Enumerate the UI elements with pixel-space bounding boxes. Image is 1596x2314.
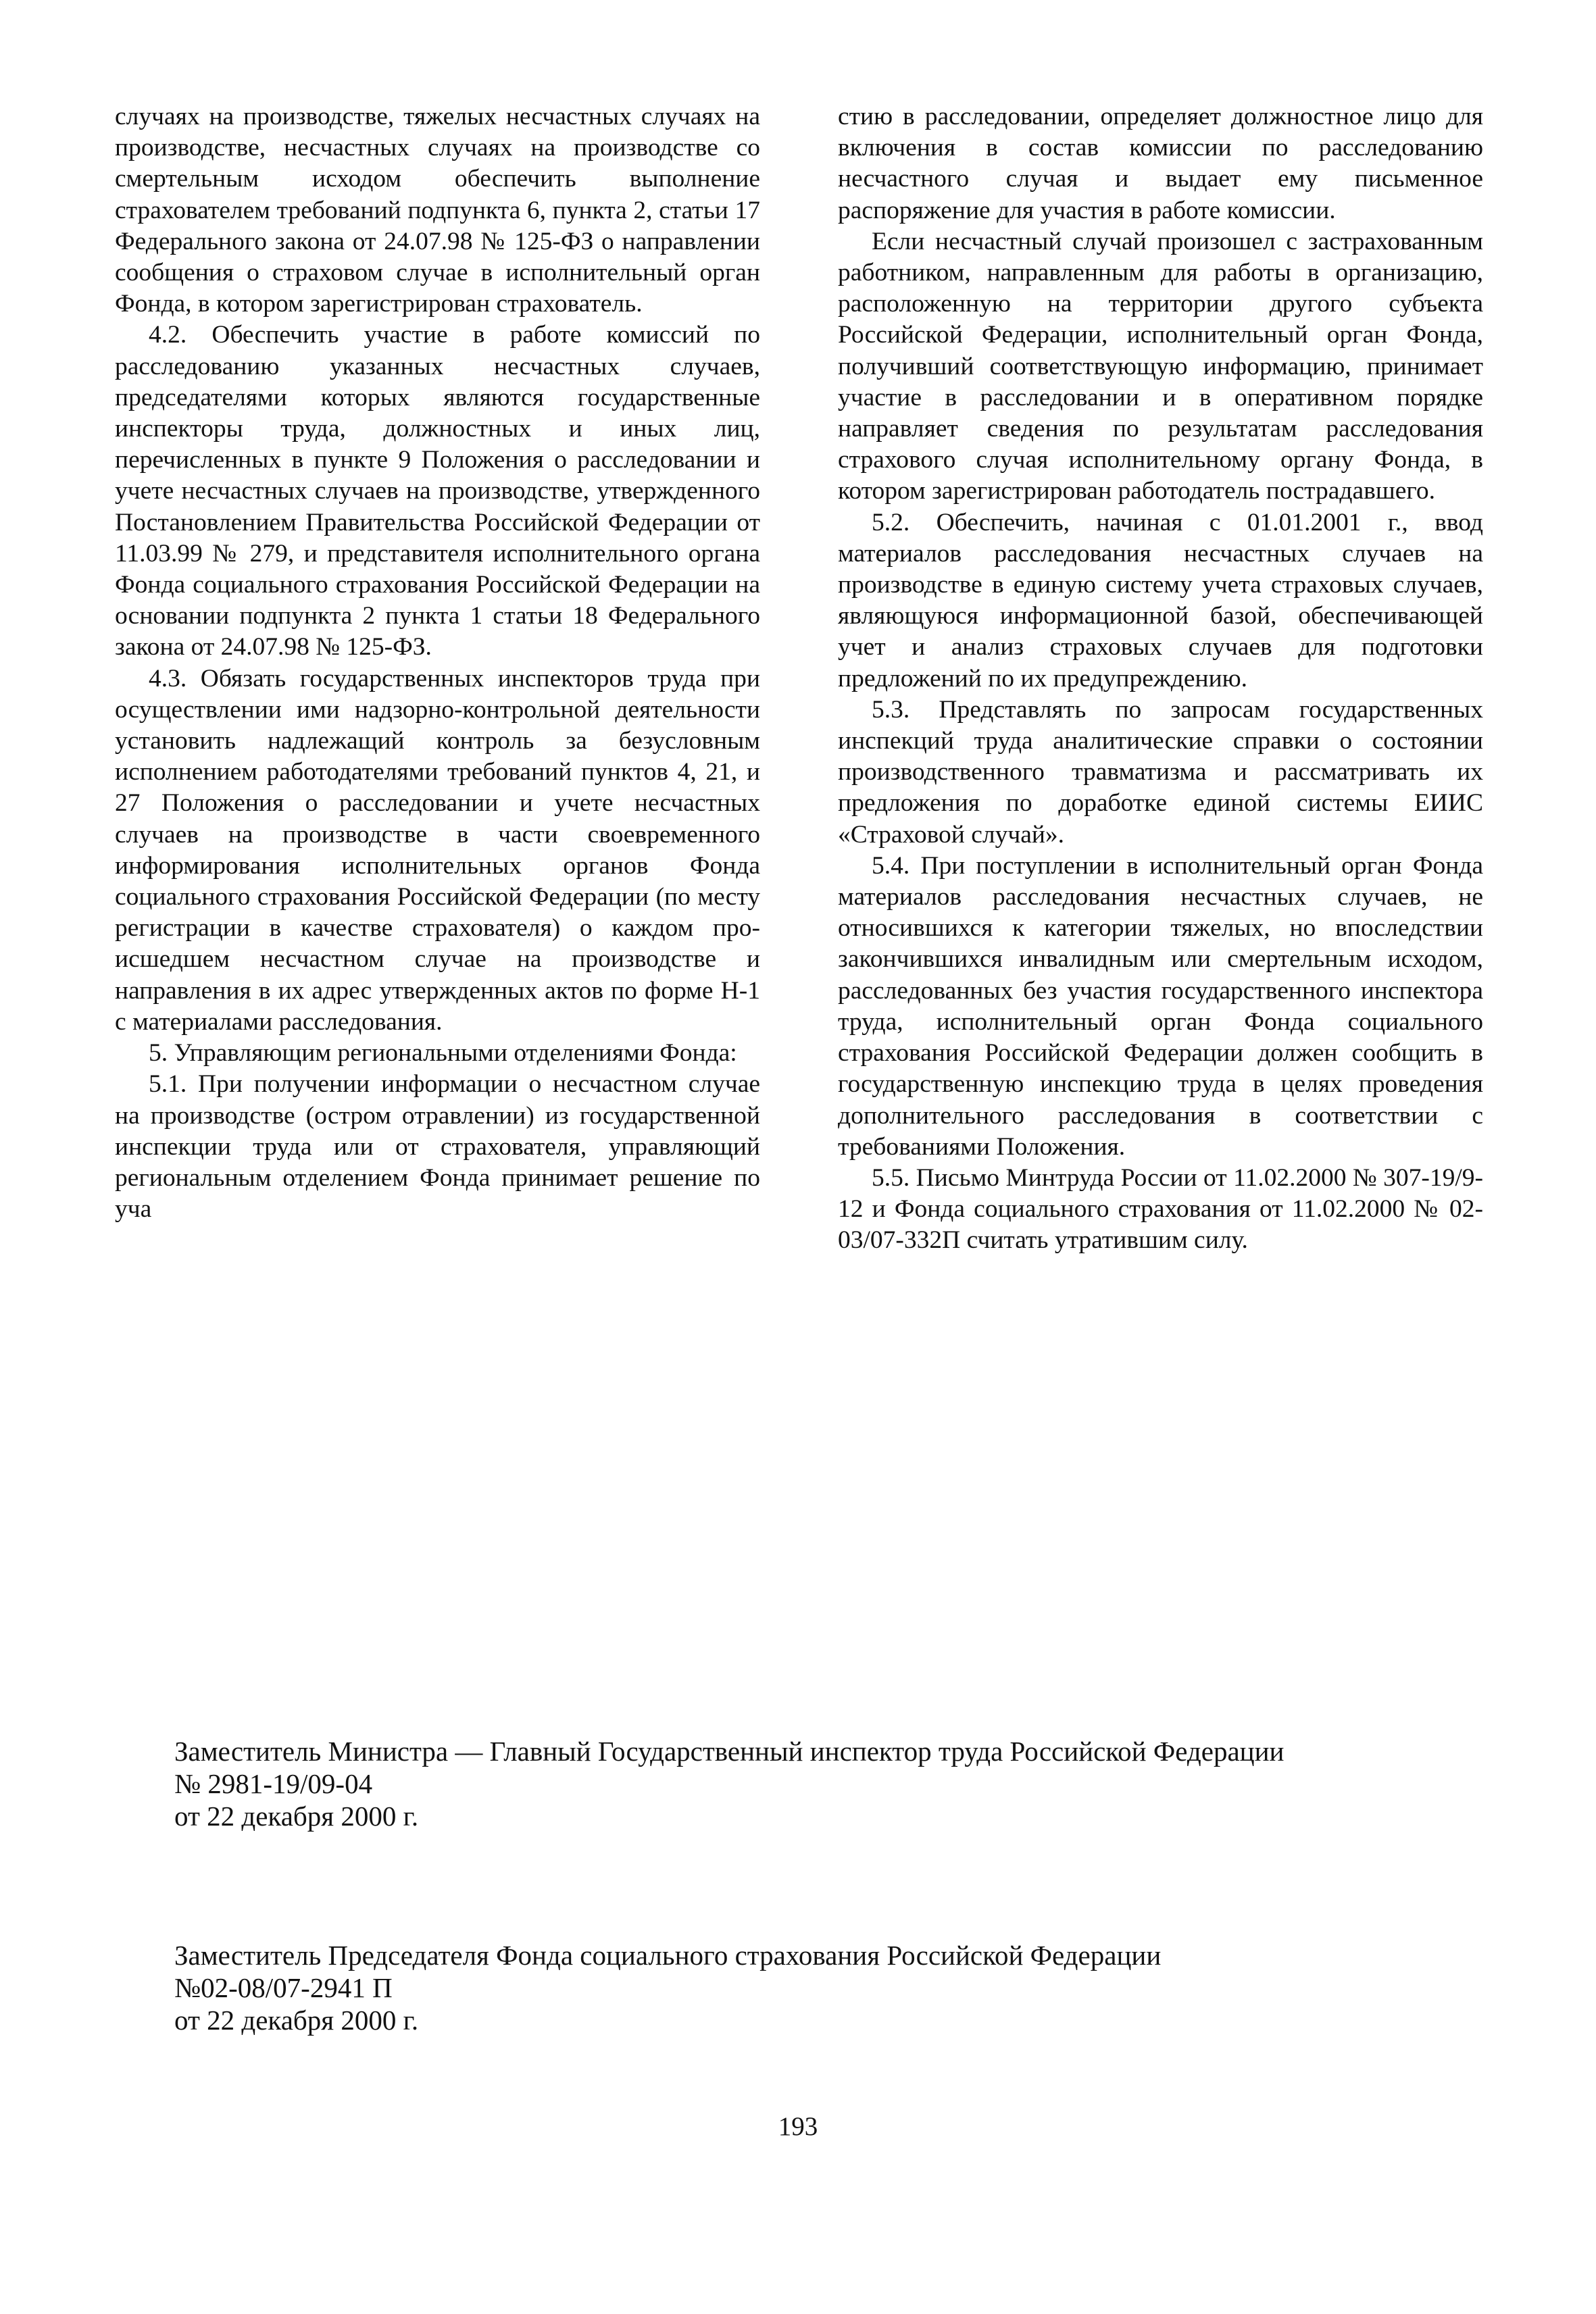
paragraph-4-2: 4.2. Обеспечить участие в работе комиссий по расследованию указанных несчастных случаев, председателями которых являются государственные инспекторы труда, должностных и иных лиц, перечисленных в пункте 9 Положения о расследовании и учете несчастных случаев на производстве, утвержденного Постановлением Правительства Российской Федерации от 11.03.99 № 279, и представителя исполнительного органа Фонда социального страхования Российской Федерации на основании подпункта 2 пункта 1 статьи 18 Федерального закона от 24.07.98 № 125-ФЗ.: [115, 321, 760, 661]
document-number: №02-08/07-2941 П: [174, 1972, 393, 2003]
signatory-title: Заместитель Министра — Главный Государственный инспектор труда Российской Федерации: [174, 1736, 1285, 1767]
right-column: [838, 101, 1483, 1257]
page-number: 193: [778, 2112, 818, 2141]
document-number: № 2981-19/09-04: [174, 1768, 373, 1799]
paragraph-4-3: 4.3. Обязать государственных инспекторов труда при осуществлении ими надзорно-контрольной деятельности установить надлежащий контроль за безусловным исполнением работодателями требований пунктов 4, 21, и 27 Положения о расследовании и учете несчастных случаев на производстве в части своевременного информирования исполнительных органов Фонда социального страхования Российской Федерации (по месту регистрации в качестве страхователя) о каждом происшедшем несчастном случае на производстве и направления в их адрес утвержденных актов по форме Н-1 с материалами расследования.: [115, 664, 760, 1036]
paragraph-continuation: случаях на производстве, тяжелых несчастных случаях на производстве, несчастных случаях на производстве со смертельным исходом обеспечить выполнение страхователем требований подпункта 6, пункта 2, статьи 17 Федерального закона от 24.07.98 № 125-ФЗ о направлении сообщения о страховом случае в исполнительный орган Фонда, в котором зарегистрирован страхователь.: [115, 103, 760, 318]
paragraph-other-region: Если несчастный случай произошел с застрахованным работником, направленным для работы в организацию, расположенную на территории другого субъекта Российской Федерации, исполнительный орган Фонда, получивший соответствующую информацию, принимает участие в расследовании и в оперативном порядке направляет сведения по результатам расследования страхового случая исполнительному органу Фонда, в котором зарегистрирован работодатель пострадавшего.: [838, 227, 1483, 505]
paragraph-5-2: 5.2. Обеспечить, начиная с 01.01.2001 г., ввод материалов расследования несчастных случаев на производстве в единую систему учета страховых случаев, являющуюся информационной базой, обеспечивающей учет и анализ страховых случаев для подготовки предложений по их предупреждению.: [838, 508, 1483, 693]
paragraph-5: 5. Управляющим региональными отделениями Фонда:: [149, 1039, 737, 1067]
paragraph-5-3: 5.3. Представлять по запросам государственных инспекций труда аналитические справки о состоянии производственного травматизма и рассматривать их предложения по доработке единой системы ЕИИС «Страховой случай».: [838, 695, 1483, 849]
document-date: от 22 декабря 2000 г.: [174, 1801, 419, 1832]
signature-block-ministry: [174, 1735, 1526, 1832]
document-date: от 22 декабря 2000 г.: [174, 2005, 419, 2036]
signature-block-fund: [174, 1939, 1526, 2036]
left-column: [115, 101, 760, 1225]
signatory-title: Заместитель Председателя Фонда социального страхования Российской Федерации: [174, 1940, 1162, 1971]
paragraph-5-1-continuation: стию в расследовании, определяет должностное лицо для включения в состав комиссии по расследованию несчастного случая и выдает ему письменное распоряжение для участия в работе комиссии.: [838, 103, 1483, 224]
paragraph-5-5: 5.5. Письмо Минтруда России от 11.02.2000 № 307-19/9-12 и Фонда социального страхования от 11.02.2000 № 02-03/07-332П считать утратившим силу.: [838, 1163, 1483, 1255]
paragraph-5-1: 5.1. При получении информации о несчастном случае на производстве (остром отравлении) из государственной инспекции труда или от страхователя, управляющий региональным отделением Фонда принимает решение по уча: [115, 1070, 760, 1224]
paragraph-5-4: 5.4. При поступлении в исполнительный орган Фонда материалов расследования несчастных случаев, не относившихся к категории тяжелых, но впоследствии закончившихся инвалидным или смертельным исходом, расследованных без участия государственного инспектора труда, исполнительный орган Фонда социального страхования Российской Федерации должен сообщить в государственную инспекцию труда в целях проведения дополнительного расследования в соответствии с требованиями Положения.: [838, 851, 1483, 1161]
